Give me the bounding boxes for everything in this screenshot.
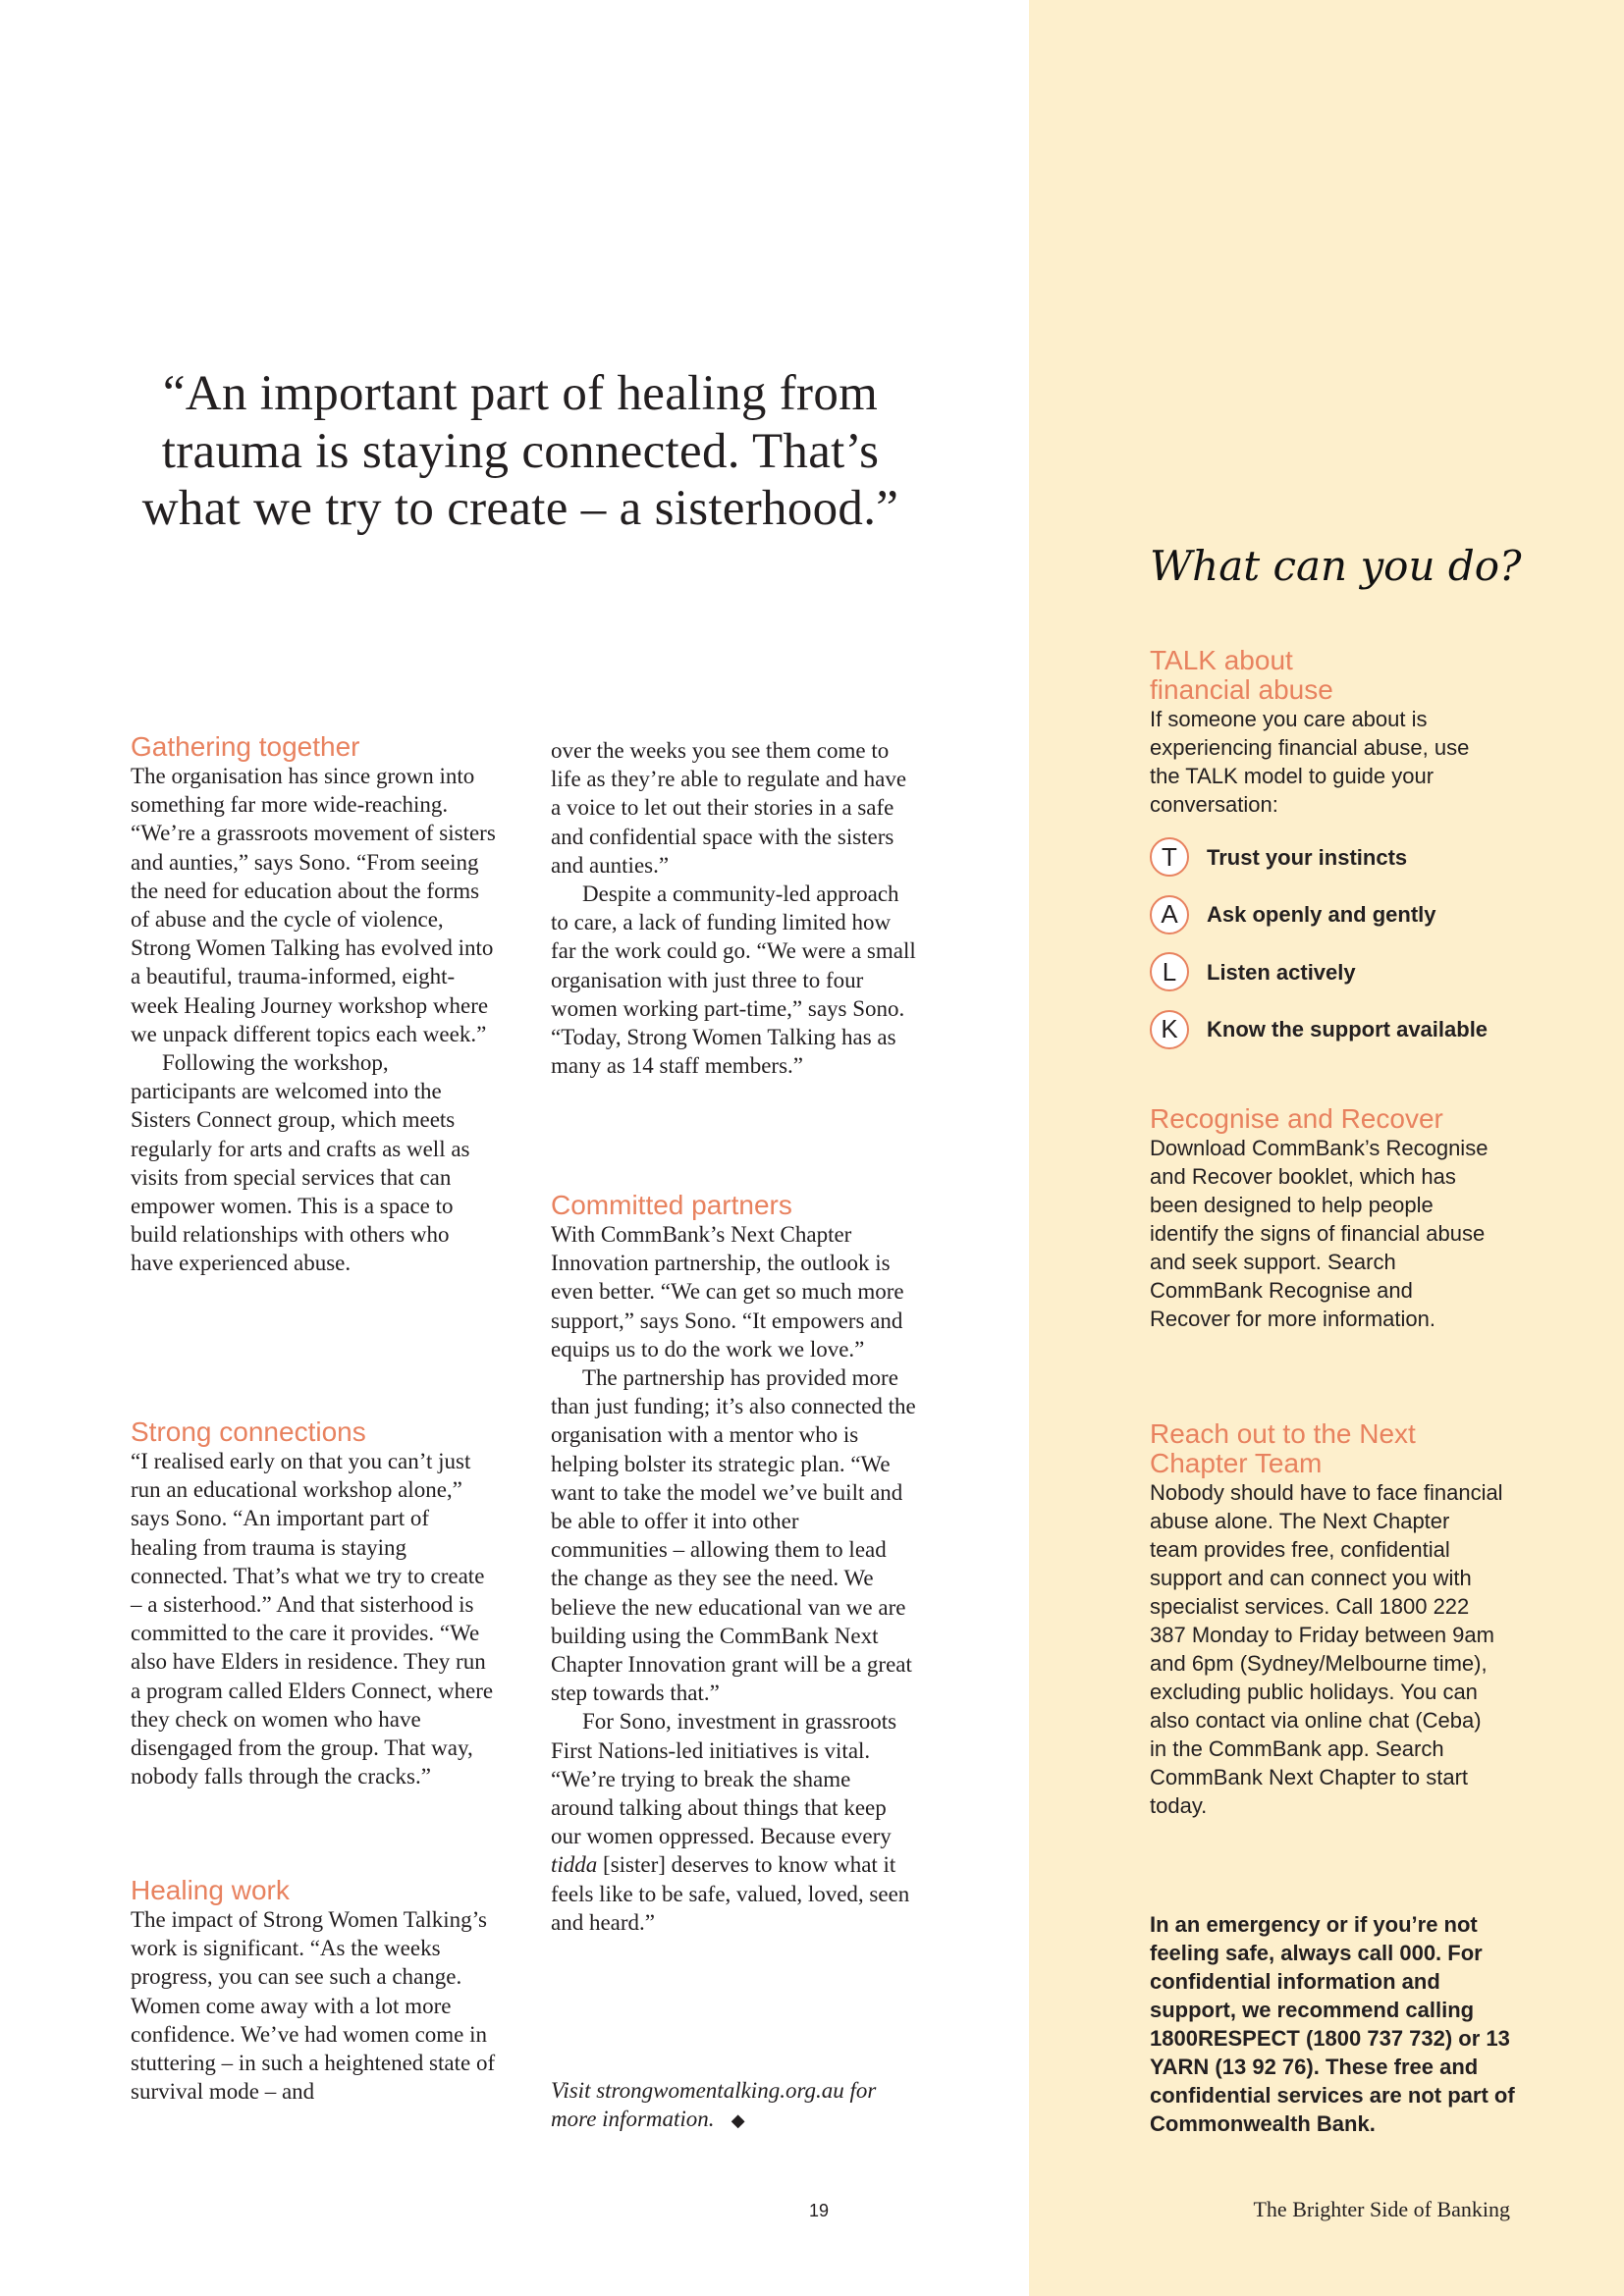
talk-item-label: Know the support available <box>1207 1017 1489 1042</box>
heading-recognise: Recognise and Recover <box>1150 1103 1443 1134</box>
paragraph: The partnership has provided more than just funding; it’s also connected the organisation with a mentor who is helping bolster its strategic plan. “We want to take the model we’ve built and be able to offer it into other communities – allowing them to lead the change as they see the need. We believe the new educational van we are building using the CommBank Next Chapter Innovation grant will be a great step towards that.” <box>551 1365 916 1706</box>
end-mark-icon: ◆ <box>731 2110 745 2131</box>
paragraph: Following the workshop, participants are welcomed into the Sisters Connect group, which meets regularly for arts and crafts as well as visits from special services that can empower women. This is a space to build relationships with others who have experienced abuse. <box>131 1050 470 1276</box>
paragraph: The impact of Strong Women Talking’s work is significant. “As the weeks progress, you can see such a change. Women come away with a lot more confidence. We’ve had women come in stuttering – in such a heightened state of survival mode – and <box>131 1907 496 2105</box>
italic-word: tidda <box>551 1852 598 1878</box>
talk-item-label: Trust your instincts <box>1207 844 1408 870</box>
talk-item <box>1150 886 1523 944</box>
column-2-top <box>551 736 916 1080</box>
paragraph: Despite a community-led approach to care, a lack of funding limited how far the work could go. “We were a small organisation with just three to four women working part-time,” says Sono. “Today, Strong Women Talking has as many as 14 staff members.” <box>551 881 916 1079</box>
heading-gathering-together: Gathering together <box>131 731 360 762</box>
emergency-note <box>1150 1910 1518 2138</box>
letter-circle-icon: T <box>1150 837 1189 877</box>
page-number: 19 <box>809 2201 830 2220</box>
heading-healing-work: Healing work <box>131 1875 290 1905</box>
talk-intro: If someone you care about is experiencing financial abuse, use the TALK model to guide your conversation: <box>1150 707 1470 817</box>
column-2-bottom <box>551 1191 916 1937</box>
heading-talk: TALK about financial abuse <box>1150 645 1333 705</box>
visit-note <box>551 2076 904 2135</box>
text: For Sono, investment in grassroots First Nations-led initiatives is vital. “We’re trying to break the shame around talking about things that keep our women oppressed. Because every <box>551 1709 897 1849</box>
paragraph: The organisation has since grown into something far more wide-reaching. “We’re a grassroots movement of sisters and aunties,” says Sono. “From seeing the need for education about the forms of abuse and the cycle of violence, Strong Women Talking has evolved into a beautiful, trauma-informed, eight-week Healing Journey workshop where we unpack different topics each week.” <box>131 764 496 1046</box>
talk-list <box>1150 828 1523 1058</box>
talk-item-label: Listen actively <box>1207 959 1356 985</box>
heading-reach-out: Reach out to the Next Chapter Team <box>1150 1418 1416 1478</box>
talk-item <box>1150 1001 1523 1059</box>
sidebar-title: What can you do? <box>1150 542 1522 590</box>
talk-item-label: Ask openly and gently <box>1207 902 1436 928</box>
paragraph <box>551 1707 916 1937</box>
text: [sister] deserves to know what it feels like to be safe, valued, loved, seen and heard.” <box>551 1852 910 1935</box>
heading-committed-partners: Committed partners <box>551 1190 792 1220</box>
publication-title: The Brighter Side of Banking <box>1253 2197 1510 2221</box>
talk-item <box>1150 828 1523 886</box>
letter-circle-icon: A <box>1150 895 1189 934</box>
paragraph: With CommBank’s Next Chapter Innovation partnership, the outlook is even better. “We can get so much more support,” says Sono. “It empowers and equips us to do the work we love.” <box>551 1222 904 1362</box>
column-1-bottom <box>131 1876 496 2106</box>
paragraph: “I realised early on that you can’t just run an educational workshop alone,” says Sono. “An important part of healing from trauma is staying connected. That’s what we try to create – a sisterhood.” And that sisterhood is committed to the care it provides. “We also have Elders in residence. They run a program called Elders Connect, where they check on women who have disengaged from the group. That way, nobody falls through the cracks.” <box>131 1449 494 1789</box>
reach-section <box>1150 1419 1503 1820</box>
letter-circle-icon: K <box>1150 1010 1189 1049</box>
letter-circle-icon: L <box>1150 952 1189 991</box>
paragraph: over the weeks you see them come to life as they’re able to regulate and have a voice to let out their stories in a safe and confidential space with the sisters and aunties.” <box>551 738 907 878</box>
reach-text: Nobody should have to face financial abuse alone. The Next Chapter team provides free, confidential support and can connect you with specialist services. Call 1800 222 387 Monday to Friday between 9am and 6pm (Sydney/Melbourne time), excluding public holidays. You can also contact via online chat (Ceba) in the CommBank app. Search CommBank Next Chapter to start today. <box>1150 1480 1503 1818</box>
talk-section <box>1150 646 1523 1058</box>
emergency-text: In an emergency or if you’re not feeling safe, always call 000. For confidential information and support, we recommend calling 1800RESPECT (1800 737 732) or 13 YARN (13 92 76). These free and confidential services are not part of Commonwealth Bank. <box>1150 1912 1515 2136</box>
column-1-top <box>131 732 496 1278</box>
column-1-middle <box>131 1417 496 1790</box>
heading-strong-connections: Strong connections <box>131 1416 366 1447</box>
visit-link-text[interactable]: Visit strongwomentalking.org.au for more information. <box>551 2078 877 2132</box>
recognise-text: Download CommBank’s Recognise and Recover booklet, which has been designed to help people identify the signs of financial abuse and seek support. Search CommBank Recognise and Recover for more information. <box>1150 1136 1489 1331</box>
talk-item <box>1150 943 1523 1001</box>
pull-quote: “An important part of healing from trauma is staying connected. That’s what we try to create – a sisterhood.” <box>141 366 899 536</box>
recognise-section <box>1150 1104 1489 1333</box>
